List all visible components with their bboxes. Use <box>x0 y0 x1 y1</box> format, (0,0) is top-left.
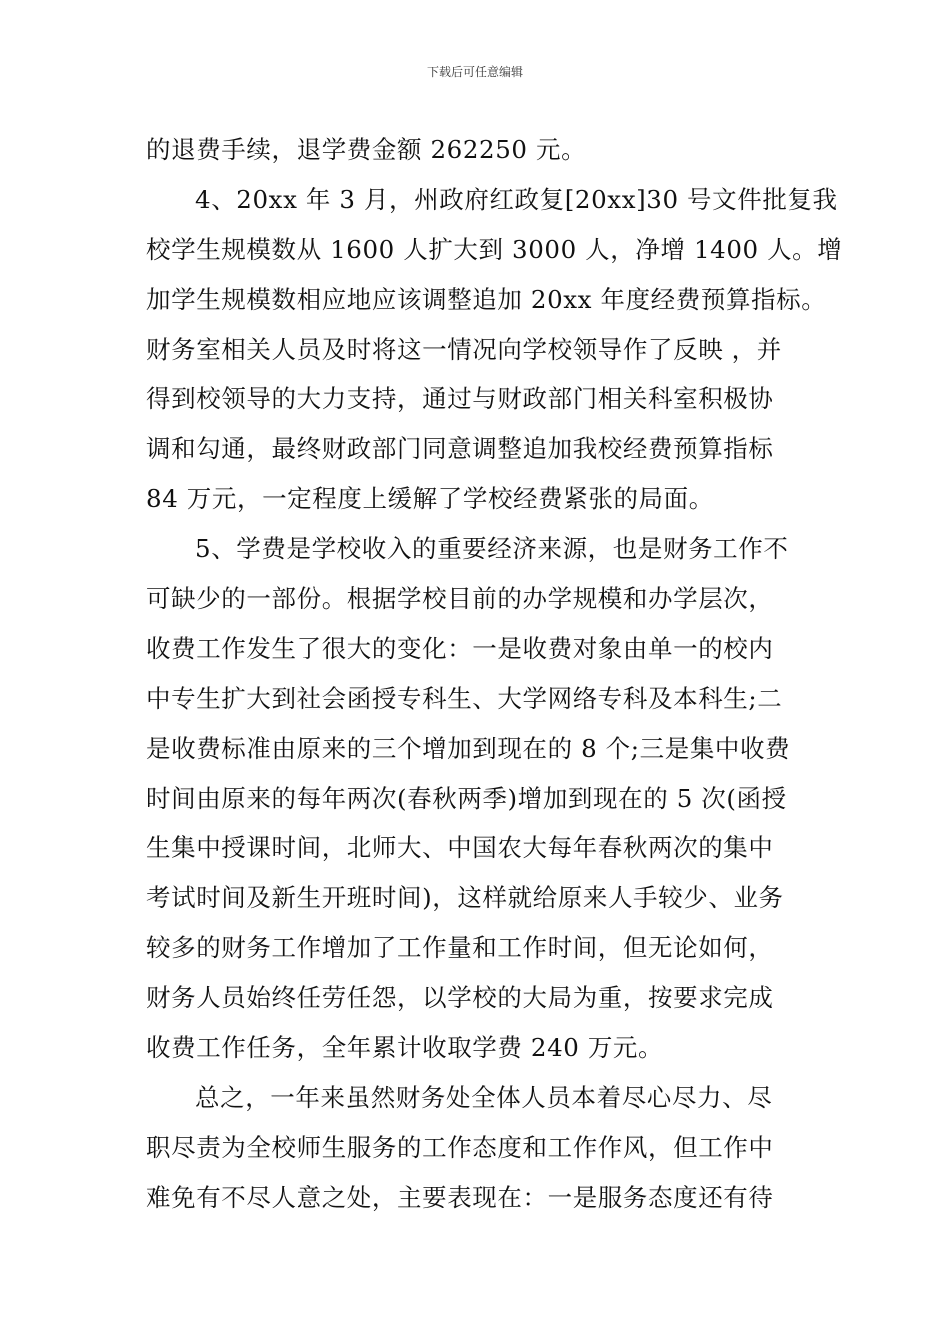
text-line: 5、学费是学校收入的重要经济来源，也是财务工作不 <box>195 534 789 564</box>
text-line: 财务室相关人员及时将这一情况向学校领导作了反映 ，并 <box>146 334 782 364</box>
text-line: 可缺少的一部份。根据学校目前的办学规模和办学层次， <box>146 584 774 614</box>
text-line: 考试时间及新生开班时间)，这样就给原来人手较少、业务 <box>146 883 784 913</box>
text-line: 中专生扩大到社会函授专科生、大学网络专科及本科生;二 <box>146 683 783 713</box>
text-line: 加学生规模数相应地应该调整追加 20xx 年度经费预算指标。 <box>146 284 827 314</box>
text-line: 职尽责为全校师生服务的工作态度和工作作风，但工作中 <box>146 1132 774 1162</box>
text-line: 收费工作任务，全年累计收取学费 240 万元。 <box>146 1033 664 1063</box>
text-line: 调和勾通，最终财政部门同意调整追加我校经费预算指标 <box>146 434 774 464</box>
text-line: 得到校领导的大力支持，通过与财政部门相关科室积极协 <box>146 384 774 414</box>
text-line: 84 万元，一定程度上缓解了学校经费紧张的局面。 <box>146 484 714 514</box>
text-line: 生集中授课时间，北师大、中国农大每年春秋两次的集中 <box>146 833 774 863</box>
text-line: 财务人员始终任劳任怨，以学校的大局为重，按要求完成 <box>146 983 774 1013</box>
text-line: 时间由原来的每年两次(春秋两季)增加到现在的 5 次(函授 <box>146 783 787 813</box>
document-body <box>146 125 843 1223</box>
text-line: 较多的财务工作增加了工作量和工作时间，但无论如何， <box>146 933 774 963</box>
text-line: 校学生规模数从 1600 人扩大到 3000 人，净增 1400 人。增 <box>146 234 843 264</box>
text-line: 难免有不尽人意之处，主要表现在：一是服务态度还有待 <box>146 1182 774 1212</box>
text-line: 总之，一年来虽然财务处全体人员本着尽心尽力、尽 <box>195 1082 773 1112</box>
text-line: 收费工作发生了很大的变化：一是收费对象由单一的校内 <box>146 633 774 663</box>
text-line: 是收费标准由原来的三个增加到现在的 8 个;三是集中收费 <box>146 733 791 763</box>
text-line: 4、20xx 年 3 月，州政府红政复[20xx]30 号文件批复我 <box>195 184 838 214</box>
text-line: 的退费手续，退学费金额 262250 元。 <box>146 135 587 164</box>
page-header: 下载后可任意编辑 <box>426 65 523 79</box>
